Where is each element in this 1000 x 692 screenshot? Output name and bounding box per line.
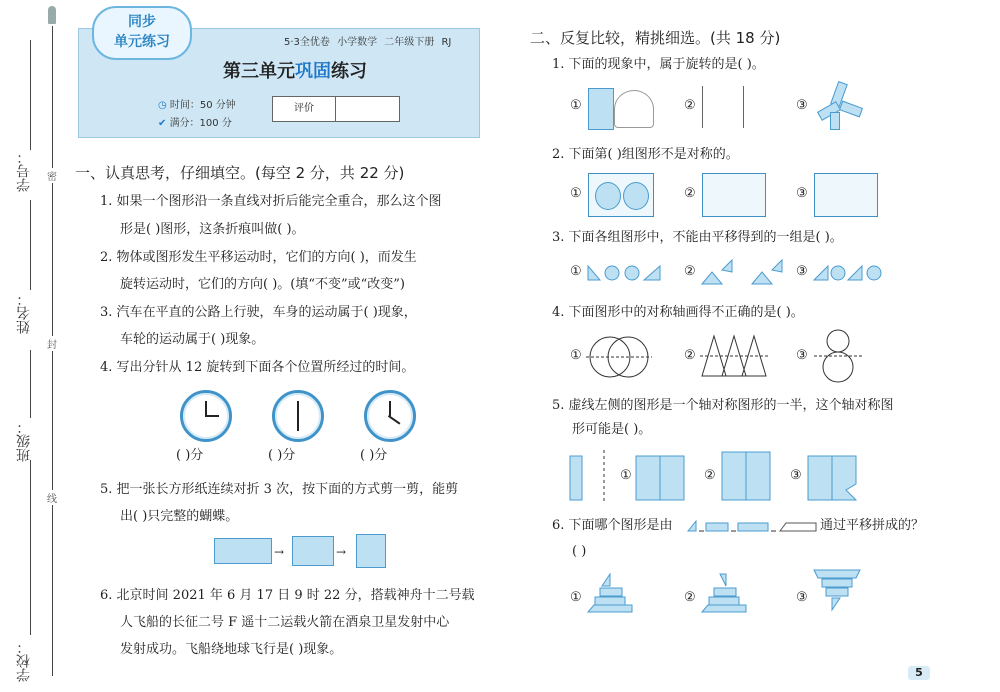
r3-opt3[interactable]: ③ [796,264,808,279]
r3-opt2[interactable]: ② [684,264,696,279]
shapes-row-2 [700,258,790,290]
full-score [158,114,232,129]
r3-opt1[interactable]: ① [570,264,582,279]
r4-opt3[interactable]: ③ [796,348,808,363]
left-q4-text: 4. 写出分针从 12 旋转到下面各个位置所经过的时间。 [100,360,415,375]
left-q3-line2: 车轮的运动属于( )现象。 [120,332,265,347]
unit-pieces-figure [686,518,818,537]
section-two-heading: 二、反复比较，精挑细选。(共 18 分) [530,29,781,47]
sync-unit-badge [92,6,192,60]
title-highlight: 巩固 [295,61,331,82]
arrow-icon-1: → [274,545,285,559]
paper-figure-2 [292,536,334,566]
r1-opt2[interactable]: ② [684,98,696,113]
left-q1-line2: 形是( )图形，这条折痕叫做( )。 [120,222,305,237]
clock-icon: ◷ [158,100,170,111]
name-field[interactable] [30,200,31,290]
left-q5-line2: 出( )只完整的蝴蝶。 [120,509,239,524]
r5-opt1[interactable]: ① [620,468,632,483]
clock-answer-2[interactable]: ( )分 [268,448,296,463]
title-prefix: 第三单元 [223,61,295,82]
r6-opt3[interactable]: ③ [796,590,808,605]
student-id-field[interactable] [30,40,31,150]
triangles-axis-figure [700,332,770,382]
clock-icon-3 [364,390,416,442]
evaluation-box [272,96,400,122]
clock-icon-1 [180,390,232,442]
arrow-icon-2: → [336,545,347,559]
children-figure-3 [814,173,878,217]
page-number: 5 [908,666,930,680]
r5-figure-2 [720,450,772,506]
clock-answer-1[interactable]: ( )分 [176,448,204,463]
zipper-figure [702,86,744,128]
binding-strip [0,0,70,692]
r5-opt2[interactable]: ② [704,468,716,483]
half-figure [566,450,612,506]
class-label: 班级： [16,420,32,462]
badge-line2: 单元练习 [114,34,170,50]
circles-axis-figure [586,332,652,386]
r1-opt1[interactable]: ① [570,98,582,113]
page-title [180,57,410,83]
right-q4-text: 4. 下面图形中的对称轴画得不正确的是( )。 [552,305,804,320]
shapes-row-3 [812,264,902,286]
right-q5-line2: 形可能是( )。 [572,422,652,437]
r5-opt3[interactable]: ③ [790,468,802,483]
clock-answer-3[interactable]: ( )分 [360,448,388,463]
left-q6-line1: 6. 北京时间 2021 年 6 月 17 日 9 时 22 分，搭载神舟十二号载 [100,588,475,603]
r1-opt3[interactable]: ③ [796,98,808,113]
eval-input[interactable] [336,97,398,121]
r6-figure-3 [812,568,862,618]
r6-figure-1 [586,572,636,618]
r4-opt1[interactable]: ① [570,348,582,363]
r5-figure-3 [806,450,858,506]
fold-line [52,26,53,676]
paper-figure-3 [356,534,386,568]
book-meta: 5·3全优卷 小学数学 二年级下册 RJ [284,37,452,48]
left-q1-line1: 1. 如果一个图形沿一条直线对折后能完全重合，那么这个图 [100,194,442,209]
rocket-icon [48,6,56,24]
left-q2-line2: 旋转运动时，它们的方向( )。(填“不变”或“改变”) [120,277,406,292]
r2-opt2[interactable]: ② [684,186,696,201]
score-text: 满分：100 分 [169,118,232,129]
apples-figure [588,173,654,217]
school-label: 学校： [16,640,32,682]
left-q2-line1: 2. 物体或图形发生平移运动时，它们的方向( )，而发生 [100,250,417,265]
r2-opt3[interactable]: ③ [796,186,808,201]
left-q5-line1: 5. 把一张长方形纸连续对折 3 次，按下面的方式剪一剪，能剪 [100,482,459,497]
pushing-person-figure [614,90,654,128]
fold-mark-feng: 封 [47,336,57,351]
pushing-box-figure [588,88,614,130]
right-q5-line1: 5. 虚线左侧的图形是一个轴对称图形的一半，这个轴对称图 [552,398,894,413]
name-label: 姓名： [16,292,32,334]
paper-figure-1 [214,538,272,564]
fan-figure [814,82,860,128]
student-id-label: 学号： [16,150,32,192]
fold-mark-mi: 密 [47,168,57,183]
right-q1-text: 1. 下面的现象中，属于旋转的是( )。 [552,57,765,72]
right-q6-lead: 6. 下面哪个图形是由 [552,518,673,533]
fold-mark-xian: 线 [47,490,57,505]
right-q6-blank[interactable]: ( ) [572,544,587,559]
r6-opt1[interactable]: ① [570,590,582,605]
clock-icon-2 [272,390,324,442]
right-q3-text: 3. 下面各组图形中，不能由平移得到的一组是( )。 [552,230,843,245]
school-field[interactable] [30,460,31,635]
class-field[interactable] [30,350,31,418]
title-suffix: 练习 [331,61,367,82]
time-limit [158,96,236,111]
eval-label: 评价 [273,97,336,121]
time-text: 时间：50 分钟 [169,100,236,111]
r5-figure-1 [634,450,686,506]
left-q6-line2: 人飞船的长征二号 F 遥十二运载火箭在酒泉卫星发射中心 [120,615,450,630]
r4-opt2[interactable]: ② [684,348,696,363]
section-one-heading: 一、认真思考，仔细填空。(每空 2 分，共 22 分) [75,164,405,182]
shapes-row-1 [586,264,676,286]
badge-line1: 同步 [128,14,156,30]
right-q6-tail: 通过平移拼成的？ [820,518,925,533]
left-q3-line1: 3. 汽车在平直的公路上行驶，车身的运动属于( )现象， [100,305,417,320]
right-q2-text: 2. 下面第( )组图形不是对称的。 [552,147,739,162]
r6-opt2[interactable]: ② [684,590,696,605]
check-icon: ✔ [158,118,170,129]
r6-figure-2 [700,572,750,618]
r2-opt1[interactable]: ① [570,186,582,201]
children-figure-2 [702,173,766,217]
left-q6-line3: 发射成功。飞船绕地球飞行是( )现象。 [120,642,343,657]
snowman-axis-figure [814,326,864,388]
